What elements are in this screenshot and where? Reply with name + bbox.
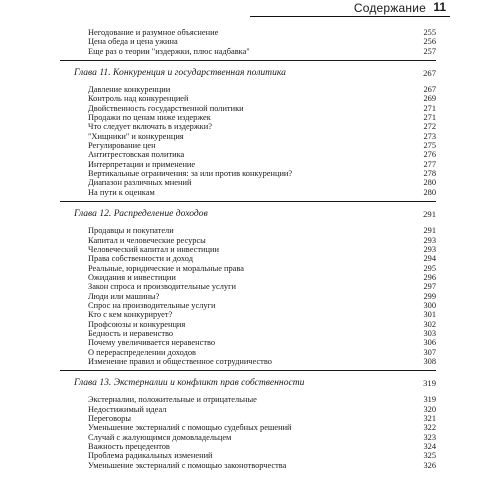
toc-entry bbox=[60, 94, 436, 103]
toc-entry-page: 294 bbox=[423, 254, 436, 264]
toc-entry-title: Уменьшение экстерналий с помощью законотворчества bbox=[88, 460, 287, 470]
toc-entry-title: Продавцы и покупатели bbox=[88, 226, 174, 236]
chapter-divider bbox=[60, 201, 436, 202]
toc-entry bbox=[60, 150, 436, 159]
toc-entry bbox=[60, 451, 436, 460]
header-rule bbox=[250, 16, 450, 17]
toc-entry-page: 320 bbox=[423, 404, 436, 414]
chapter-heading bbox=[60, 207, 436, 221]
chapter-title: Глава 11. Конкуренция и государственная политика bbox=[74, 67, 286, 79]
toc-entry-page: 295 bbox=[423, 263, 436, 273]
chapter-title: Глава 13. Экстерналии и конфликт прав собственности bbox=[74, 377, 305, 389]
toc-entry-title: Интерпретации и применение bbox=[88, 159, 196, 169]
chapter-divider bbox=[60, 60, 436, 61]
toc-entry-page: 299 bbox=[423, 291, 436, 301]
toc-entry-title: Почему увеличивается неравенство bbox=[88, 338, 216, 348]
toc-entry bbox=[60, 141, 436, 150]
toc-entry-page: 276 bbox=[423, 150, 436, 160]
toc-entry bbox=[60, 357, 436, 366]
toc-entry bbox=[60, 320, 436, 329]
toc-entry-page: 321 bbox=[423, 414, 436, 423]
toc-entry-page: 255 bbox=[423, 28, 436, 37]
toc-entry bbox=[60, 104, 436, 113]
toc-entry-page: 278 bbox=[423, 169, 436, 179]
toc-entry-title: Проблема радикальных изменений bbox=[88, 451, 213, 461]
toc-entry bbox=[60, 264, 436, 273]
chapter-title: Глава 12. Распределение доходов bbox=[74, 208, 208, 220]
toc-entry-title: Регулирование цен bbox=[88, 141, 156, 151]
toc-entry bbox=[60, 47, 436, 56]
toc-entry-page: 302 bbox=[423, 319, 436, 329]
toc-entry-title: Профсоюзы и конкуренция bbox=[88, 319, 186, 329]
toc-entry bbox=[60, 301, 436, 310]
toc-entry-page: 271 bbox=[423, 103, 436, 113]
chapter-heading bbox=[60, 66, 436, 80]
toc-entry bbox=[60, 188, 436, 197]
toc-entry bbox=[60, 169, 436, 178]
table-of-contents bbox=[60, 28, 436, 470]
toc-entry-title: Давление конкуренции bbox=[88, 85, 171, 95]
toc-entry-title: Уменьшение экстерналий с помощью судебных решений bbox=[88, 423, 292, 433]
toc-entry bbox=[60, 292, 436, 301]
toc-entry-title: Переговоры bbox=[88, 414, 131, 423]
toc-entry-page: 296 bbox=[423, 272, 436, 282]
toc-entry bbox=[60, 85, 436, 94]
toc-entry-page: 280 bbox=[423, 178, 436, 188]
toc-entry-title: Изменение правил и общественное сотрудничество bbox=[88, 356, 272, 366]
chapter-11-entries bbox=[60, 85, 436, 197]
toc-entry-page: 306 bbox=[423, 338, 436, 348]
toc-entry-title: Негодование и разумное объяснение bbox=[88, 28, 219, 37]
toc-entry-title: Экстерналии, положительные и отрицательные bbox=[88, 395, 257, 405]
toc-entry-title: Антитрестовская политика bbox=[88, 150, 185, 160]
toc-entry-title: "Хищники" и конкуренция bbox=[88, 131, 184, 141]
toc-entry-page: 269 bbox=[423, 94, 436, 104]
toc-entry bbox=[60, 160, 436, 169]
toc-entry bbox=[60, 122, 436, 131]
toc-entry-title: Закон спроса и производительные услуги bbox=[88, 282, 237, 292]
toc-entry bbox=[60, 282, 436, 291]
toc-entry-page: 326 bbox=[423, 460, 436, 470]
toc-entry bbox=[60, 433, 436, 442]
toc-entry bbox=[60, 245, 436, 254]
toc-entry bbox=[60, 423, 436, 432]
toc-entry-page: 308 bbox=[423, 356, 436, 366]
toc-entry-title: Контроль над конкуренцией bbox=[88, 94, 189, 104]
toc-entry bbox=[60, 113, 436, 122]
toc-entry-page: 297 bbox=[423, 282, 436, 292]
chapter-page: 291 bbox=[423, 209, 436, 220]
chapter-12-entries bbox=[60, 226, 436, 366]
toc-entry-page: 273 bbox=[423, 131, 436, 141]
toc-entry-page: 301 bbox=[423, 310, 436, 320]
toc-entry-page: 280 bbox=[423, 187, 436, 197]
toc-entry bbox=[60, 37, 436, 46]
toc-entry bbox=[60, 254, 436, 263]
toc-entry-page: 300 bbox=[423, 300, 436, 310]
toc-entry bbox=[60, 273, 436, 282]
toc-entry-title: Случай с жалующимся домовладельцем bbox=[88, 432, 232, 442]
chapter-heading bbox=[60, 376, 436, 390]
toc-entry-title: Диапазон различных мнений bbox=[88, 178, 192, 188]
toc-entry bbox=[60, 329, 436, 338]
toc-entry bbox=[60, 310, 436, 319]
toc-entry-page: 319 bbox=[423, 395, 436, 405]
toc-entry bbox=[60, 132, 436, 141]
toc-entry-title: О перераспределении доходов bbox=[88, 347, 197, 357]
toc-entry-title: Что следует включать в издержки? bbox=[88, 122, 212, 132]
chapter-page: 267 bbox=[423, 68, 436, 79]
toc-entry-title: Реальные, юридические и моральные права bbox=[88, 263, 244, 273]
toc-entry bbox=[60, 28, 436, 37]
toc-entry bbox=[60, 442, 436, 451]
toc-entry-title: Вертикальные ограничения: за или против конкуренции? bbox=[88, 169, 293, 179]
chapter-divider bbox=[60, 370, 436, 371]
toc-entry-title: Спрос на производительные услуги bbox=[88, 300, 216, 310]
toc-entry-page: 325 bbox=[423, 451, 436, 461]
toc-entry-title: Продажи по ценам ниже издержек bbox=[88, 113, 211, 123]
toc-entry bbox=[60, 405, 436, 414]
toc-entry-page: 293 bbox=[423, 244, 436, 254]
toc-entry-page: 271 bbox=[423, 113, 436, 123]
toc-entry bbox=[60, 461, 436, 470]
toc-entry-title: Еще раз о теории "издержки, плюс надбавка" bbox=[88, 46, 250, 56]
toc-entry-title: Важность прецедентов bbox=[88, 442, 170, 452]
toc-entry-title: На пути к оценкам bbox=[88, 187, 155, 197]
toc-entry-page: 303 bbox=[423, 328, 436, 338]
toc-entry-title: Человеческий капитал и инвестиции bbox=[88, 244, 219, 254]
toc-entry bbox=[60, 236, 436, 245]
toc-entry-page: 256 bbox=[423, 37, 436, 47]
toc-entry-title: Кто с кем конкурирует? bbox=[88, 310, 173, 320]
chapter-13-entries bbox=[60, 395, 436, 470]
chapter-page: 319 bbox=[423, 378, 436, 389]
toc-entry-page: 307 bbox=[423, 347, 436, 357]
toc-entry-title: Капитал и человеческие ресурсы bbox=[88, 235, 206, 245]
toc-entry bbox=[60, 395, 436, 404]
toc-entry-page: 293 bbox=[423, 235, 436, 245]
running-header bbox=[0, 0, 500, 17]
toc-entry bbox=[60, 414, 436, 423]
toc-entry-page: 291 bbox=[423, 226, 436, 236]
toc-entry-page: 277 bbox=[423, 159, 436, 169]
toc-entry bbox=[60, 348, 436, 357]
toc-entry-title: Недостижимый идеал bbox=[88, 404, 167, 414]
toc-entry bbox=[60, 226, 436, 235]
toc-entry bbox=[60, 178, 436, 187]
toc-entry bbox=[60, 338, 436, 347]
toc-entry-page: 322 bbox=[423, 423, 436, 433]
toc-entry-title: Ожидания и инвестиции bbox=[88, 272, 176, 282]
toc-entry-page: 323 bbox=[423, 432, 436, 442]
toc-entry-title: Права собственности и доход bbox=[88, 254, 193, 264]
toc-entry-page: 324 bbox=[423, 442, 436, 452]
toc-entry-title: Цена обеда и цена ужина bbox=[88, 37, 178, 47]
toc-entry-title: Бедность и неравенство bbox=[88, 328, 174, 338]
header-title: Содержание bbox=[353, 1, 426, 15]
toc-entry-page: 267 bbox=[423, 85, 436, 95]
toc-entry-title: Люди или машины? bbox=[88, 291, 160, 301]
toc-entry-title: Двойственность государственной политики bbox=[88, 103, 244, 113]
toc-entry-page: 272 bbox=[423, 122, 436, 132]
toc-entry-page: 275 bbox=[423, 141, 436, 151]
header-page-number: 11 bbox=[433, 0, 446, 14]
toc-entry-page: 257 bbox=[423, 46, 436, 56]
